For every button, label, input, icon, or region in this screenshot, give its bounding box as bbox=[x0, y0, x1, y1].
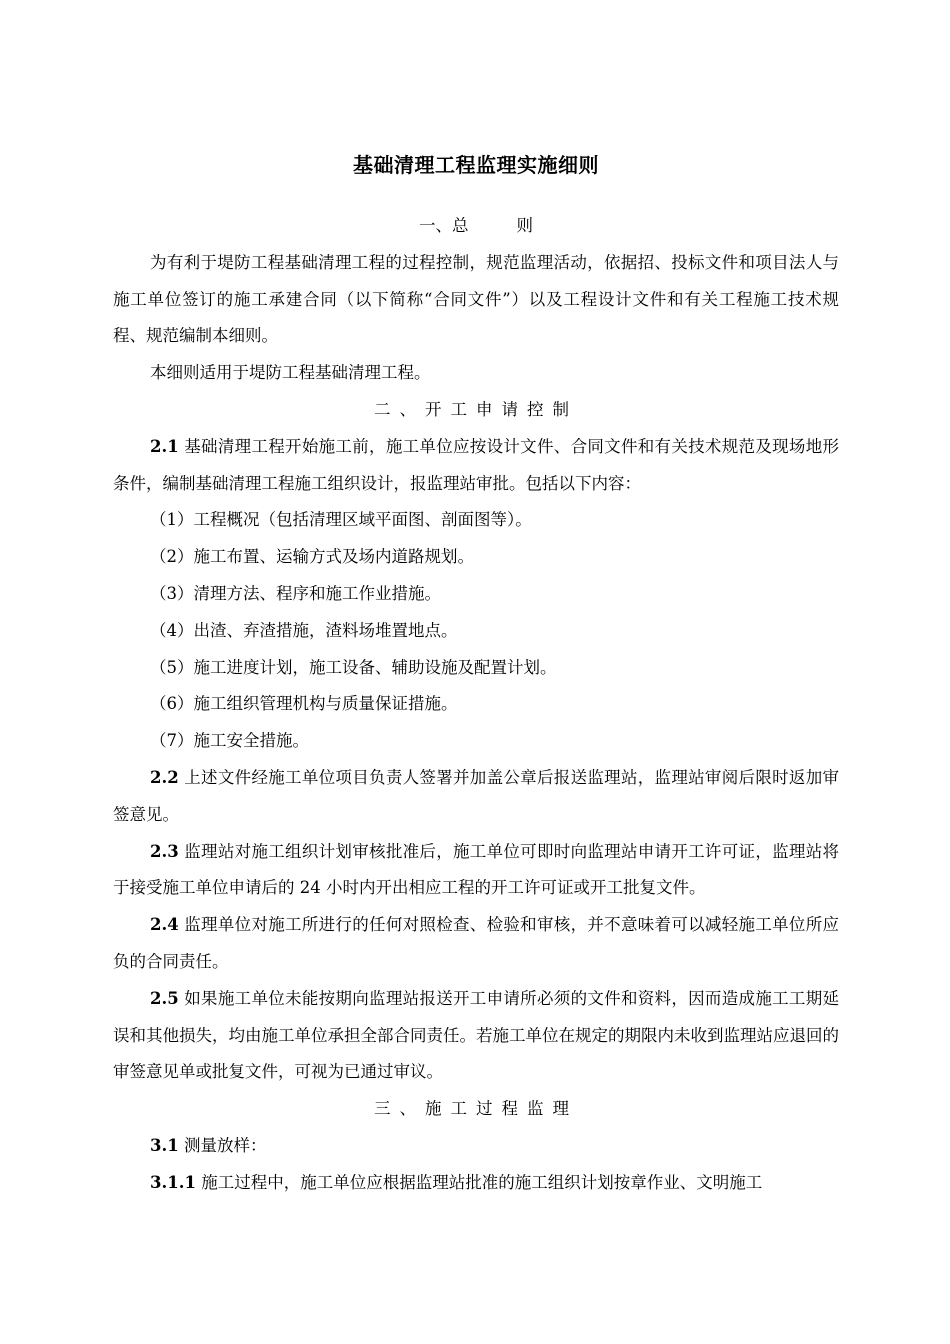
clause-3-1 bbox=[113, 1128, 839, 1165]
section-heading-process-supervision: 三、施工过程监理 bbox=[374, 1099, 578, 1119]
clause-number: 2.4 bbox=[150, 915, 179, 935]
list-item: （2）施工布置、运输方式及场内道路规划。 bbox=[150, 547, 474, 567]
section-heading-general bbox=[113, 208, 839, 245]
paragraph-scope: 本细则适用于堤防工程基础清理工程。 bbox=[150, 363, 431, 383]
list-item: （7）施工安全措施。 bbox=[150, 731, 309, 751]
section-heading-start-application: 二、开工申请控制 bbox=[374, 399, 578, 419]
clause-number: 2.2 bbox=[150, 767, 179, 787]
list-item: （5）施工进度计划，施工设备、辅助设施及配置计划。 bbox=[150, 657, 557, 677]
clause-number: 3.1 bbox=[150, 1135, 179, 1155]
section-heading-general-part-b: 则 bbox=[516, 216, 533, 235]
paragraph-purpose: 为有利于堤防工程基础清理工程的过程控制，规范监理活动，依据招、投标文件和项目法人与施工单位签订的施工承建合同（以下简称“合同文件”）以及工程设计文件和有关工程施工技术规程、规范编制本细则。 bbox=[113, 252, 839, 346]
list-item: （4）出渣、弃渣措施，渣料场堆置地点。 bbox=[150, 620, 458, 640]
clause-2-5 bbox=[113, 981, 839, 1091]
list-item: （6）施工组织管理机构与质量保证措施。 bbox=[150, 694, 458, 714]
clause-number: 2.5 bbox=[150, 988, 179, 1008]
document-title: 基础清理工程监理实施细则 bbox=[353, 153, 599, 177]
clause-2-1 bbox=[113, 429, 839, 503]
list-item: （1）工程概况（包括清理区域平面图、剖面图等）。 bbox=[150, 510, 532, 530]
clause-text: 如果施工单位未能按期向监理站报送开工申请所必须的文件和资料，因而造成施工工期延误和其他损失，均由施工单位承担全部合同责任。若施工单位在规定的期限内未收到监理站应退回的审签意见单或批复文件，可视为已通过审议。 bbox=[113, 988, 840, 1082]
clause-2-2 bbox=[113, 760, 839, 834]
clause-number: 3.1.1 bbox=[150, 1172, 196, 1192]
section-heading-general-part-a: 一、总 bbox=[419, 216, 469, 235]
clause-2-4 bbox=[113, 907, 839, 981]
clause-number: 2.3 bbox=[150, 841, 179, 861]
clause-text: 施工过程中，施工单位应根据监理站批准的施工组织计划按章作业、文明施工 bbox=[201, 1172, 763, 1192]
clause-3-1-1 bbox=[113, 1165, 839, 1202]
clause-text: 测量放样： bbox=[183, 1135, 267, 1155]
clause-text: 监理单位对施工所进行的任何对照检查、检验和审核，并不意味着可以减轻施工单位所应负的合同责任。 bbox=[113, 915, 840, 971]
clause-text: 基础清理工程开始施工前，施工单位应按设计文件、合同文件和有关技术规范及现场地形条件，编制基础清理工程施工组织设计，报监理站审批。包括以下内容： bbox=[113, 436, 840, 493]
clause-2-3 bbox=[113, 834, 839, 908]
document-body bbox=[113, 208, 839, 1202]
clause-number: 2.1 bbox=[150, 436, 179, 456]
clause-text: 监理站对施工组织计划审核批准后，施工单位可即时向监理站申请开工许可证，监理站将于接受施工单位申请后的 24 小时内开出相应工程的开工许可证或开工批复文件。 bbox=[113, 841, 840, 898]
list-item: （3）清理方法、程序和施工作业措施。 bbox=[150, 583, 441, 603]
clause-text: 上述文件经施工单位项目负责人签署并加盖公章后报送监理站，监理站审阅后限时返加审签意见。 bbox=[113, 767, 840, 824]
